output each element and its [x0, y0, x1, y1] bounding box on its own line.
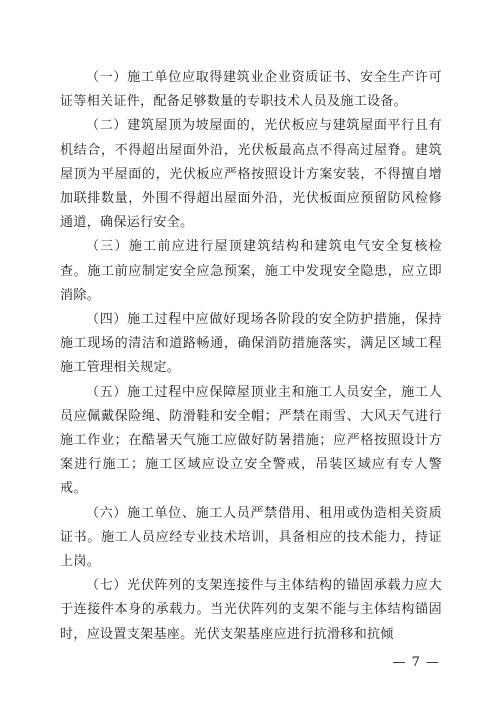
paragraph-2: （二）建筑屋顶为坡屋面的，光伏板应与建筑屋面平行且有机结合，不得超出屋面外沿，光伏板最高点不得高过屋脊。建筑屋顶为平屋面的，光伏板应严格按照设计方案安装，不得擅自增加联排数量，外围不得超出屋面外沿，光伏板面应预留防风检修通道，确保运行安全。: [60, 118, 442, 231]
paragraph-6: （六）施工单位、施工人员严禁借用、租用或伪造相关资质证书。施工人员应经专业技术培训，具备相应的技术能力，持证上岗。: [60, 505, 442, 570]
paragraph-1: （一）施工单位应取得建筑业企业资质证书、安全生产许可证等相关证件，配备足够数量的专职技术人员及施工设备。: [60, 70, 442, 110]
page-number: — 7 —: [392, 655, 440, 670]
paragraph-4: （四）施工过程中应做好现场各阶段的安全防护措施，保持施工现场的清洁和道路畅通，确保消防措施落实，满足区域工程施工管理相关规定。: [60, 312, 442, 376]
paragraph-7: （七）光伏阵列的支架连接件与主体结构的锚固承载力应大于连接件本身的承载力。当光伏阵列的支架不能与主体结构锚固时，应设置支架基座。光伏支架基座应进行抗滑移和抗倾: [60, 578, 442, 642]
paragraph-5: （五）施工过程中应保障屋顶业主和施工人员安全，施工人员应佩戴保险绳、防滑鞋和安全帽；严禁在雨雪、大风天气进行施工作业；在酷暑天气施工应做好防暑措施；应严格按照设计方案进行施工；施工区域应设立安全警戒，吊装区域应有专人警戒。: [60, 384, 442, 497]
paragraph-3: （三）施工前应进行屋顶建筑结构和建筑电气安全复核检查。施工前应制定安全应急预案，施工中发现安全隐患，应立即消除。: [60, 239, 442, 303]
document-body: [60, 66, 442, 647]
